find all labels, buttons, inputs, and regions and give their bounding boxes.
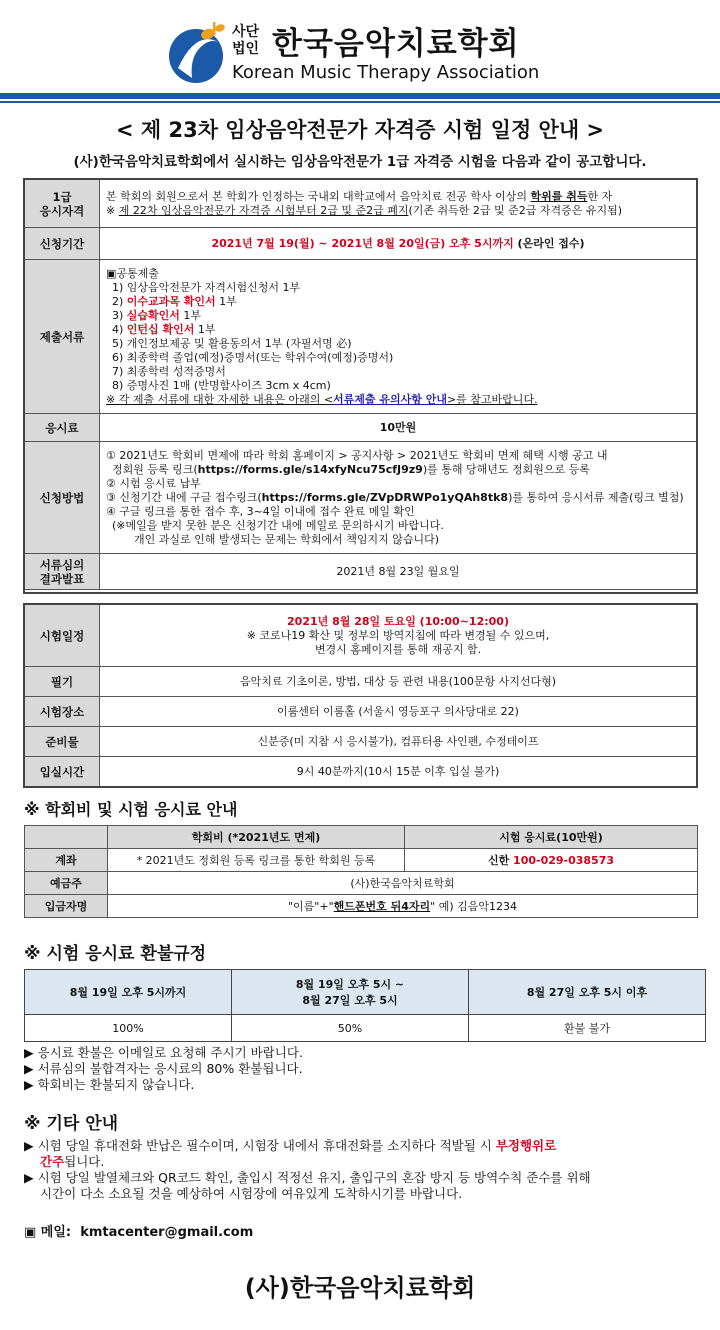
- etc-notes: ▶ 시험 당일 휴대전화 반납은 필수이며, 시험장 내에서 휴대전화를 소지하다 적발될 시 부정행위로 간주됩니다. ▶ 시험 당일 발열체크와 QR코드 확인, 출입시 적정선 유지, 출입구의 혼잡 방지 등 방역수칙 준수를 위해 시간이 다소 소요될 것을 예상하여 시험장에 여유있게 도착하시기를 바랍니다.: [24, 1138, 591, 1201]
- table-row: [25, 727, 697, 757]
- table-row: [25, 826, 698, 849]
- fee-value: 10만원: [100, 414, 697, 442]
- documents-value: ▣공통제출 1) 임상음악전문가 자격시험신청서 1부 2) 이수교과목 확인서 1부 3) 실습확인서 1부 4) 인턴십 확인서 1부 5) 개인정보제공 및 활용동의서 1부 (자필서명 必) 6) 최종학력 졸업(예정)증명서(또는 학위수여(예정)증명서) 7) 최종학력 성적증명서 8) 증명사진 1매 (반명함사이즈 3cm x 4cm) ※ 각 제출 서류에 대한 자세한 내용은 아래의 <서류제출 유의사항 안내>를 참고바랍니다.: [100, 260, 697, 414]
- refund-section-title: ※ 시험 응시료 환불규정: [24, 944, 207, 964]
- email-link[interactable]: kmtacenter@gmail.com: [80, 1225, 254, 1240]
- refund-period-2: 8월 19일 오후 5시 ~ 8월 27일 오후 5시: [232, 970, 469, 1015]
- documents-label: 제출서류: [25, 260, 100, 414]
- refund-rate-2: 50%: [232, 1015, 469, 1042]
- table-row: [25, 757, 697, 787]
- depositor-label: 입금자명: [25, 895, 108, 918]
- result-label: 서류심의 결과발표: [25, 554, 100, 590]
- fee-section-title: ※ 학회비 및 시험 응시료 안내: [24, 800, 238, 819]
- refund-period-1: 8월 19일 오후 5시까지: [25, 970, 232, 1015]
- refund-notes: ▶ 응시료 환불은 이메일로 요청해 주시기 바랍니다. ▶ 서류심의 불합격자는 응시료의 80% 환불됩니다. ▶ 학회비는 환불되지 않습니다.: [24, 1045, 303, 1092]
- exam-date-value: 2021년 8월 28일 토요일 (10:00~12:00) ※ 코로나19 확산 및 정부의 방역지침에 따라 변경될 수 있으며, 변경시 홈페이지를 통해 재공지 함.: [100, 605, 697, 667]
- place-value: 이룸센터 이룸홀 (서울시 영등포구 의사당대로 22): [100, 697, 697, 727]
- period-label: 신청기간: [25, 228, 100, 260]
- entry-value: 9시 40분까지(10시 15분 이후 입실 불가): [100, 757, 697, 787]
- prep-label: 준비물: [25, 727, 100, 757]
- entry-label: 입실시간: [25, 757, 100, 787]
- table-row: [25, 414, 697, 442]
- prep-value: 신분증(미 지참 시 응시불가), 컴퓨터용 사인펜, 수정테이프: [100, 727, 697, 757]
- depositor-value: "이름"+"핸드폰번호 뒤4자리" 예) 김음악1234: [108, 895, 698, 918]
- fee-label: 응시료: [25, 414, 100, 442]
- fee-col-membership: 학회비 (*2021년도 면제): [108, 826, 405, 849]
- period-value: 2021년 7월 19(월) ~ 2021년 8월 20일(금) 오후 5시까지 (온라인 접수): [100, 228, 697, 260]
- table-row: [25, 849, 698, 872]
- header-divider-thin: [0, 101, 720, 103]
- refund-table: [24, 969, 706, 1042]
- membership-link[interactable]: https://forms.gle/s14xfyNcu75cfJ9z9: [197, 462, 423, 476]
- footer-org-name: (사)한국음악치료학회: [244, 1274, 476, 1302]
- table-row: [25, 697, 697, 727]
- table-row: [25, 895, 698, 918]
- org-name-korean: 한국음악치료학회: [272, 26, 520, 62]
- holder-value: (사)한국음악치료학회: [108, 872, 698, 895]
- account-exam: 신한 100-029-038573: [405, 849, 698, 872]
- exam-info-table: [24, 604, 697, 787]
- exam-date-label: 시험일정: [25, 605, 100, 667]
- qualification-label: 1급 응시자격: [25, 180, 100, 228]
- method-value: ① 2021년도 학회비 면제에 따라 학회 홈페이지 > 공지사항 > 2021년도 학회비 면제 혜택 시행 공고 내 정회원 등록 링크(https://forms.gle/s14xfyNcu75cfJ9z9)를 통해 당해년도 정회원으로 등록 ② 시험 응시료 납부 ③ 신청기간 내에 구글 접수링크(https://forms.gle/ZVpDRWPo1yQAh8tk8)를 통하여 응시서류 제출(링크 별첨) ④ 구글 링크를 통한 접수 후, 3~4일 이내에 접수 완료 메일 확인 (※메일을 받지 못한 분은 신청기간 내에 메일로 문의하시기 바랍니다. 개인 과실로 인해 발생되는 문제는 학회에서 책임지지 않습니다): [100, 442, 697, 554]
- qualification-value: 본 학회의 회원으로서 본 학회가 인정하는 국내외 대학교에서 음악치료 전공 학사 이상의 학위를 취득한 자 ※ 제 22차 임상음악전문가 자격증 시험부터 2급 및 준2급 폐지(기존 취득한 2급 및 준2급 자격증은 유지됨): [100, 180, 697, 228]
- fee-col-exam: 시험 응시료(10만원): [405, 826, 698, 849]
- page-subtitle: (사)한국음악치료학회에서 실시하는 임상음악전문가 1급 자격증 시험을 다음과 같이 공고합니다.: [73, 154, 647, 170]
- table-row: [25, 667, 697, 697]
- account-membership: * 2021년도 정회원 등록 링크를 통한 학회원 등록: [108, 849, 405, 872]
- account-label: 계좌: [25, 849, 108, 872]
- holder-label: 예금주: [25, 872, 108, 895]
- table-row: [25, 260, 697, 414]
- org-prefix: 사단 법인: [232, 24, 260, 57]
- etc-section-title: ※ 기타 안내: [24, 1114, 119, 1134]
- application-link[interactable]: https://forms.gle/ZVpDRWPo1yQAh8tk8: [261, 490, 509, 504]
- table-row: [25, 970, 706, 1015]
- place-label: 시험장소: [25, 697, 100, 727]
- table-row: [25, 605, 697, 667]
- page-title: < 제 23차 임상음악전문가 자격증 시험 일정 안내 >: [115, 118, 605, 142]
- application-info-table: [24, 179, 697, 590]
- header-divider: [0, 93, 720, 99]
- table-row: [25, 180, 697, 228]
- table-row: [25, 872, 698, 895]
- header: [0, 0, 720, 98]
- refund-period-3: 8월 27일 오후 5시 이후: [469, 970, 706, 1015]
- refund-rate-3: 환불 불가: [469, 1015, 706, 1042]
- refund-rate-1: 100%: [25, 1015, 232, 1042]
- written-value: 음악치료 기초이론, 방법, 대상 등 관련 내용(100문항 사지선다형): [100, 667, 697, 697]
- fee-table: [24, 825, 698, 918]
- table-row: [25, 442, 697, 554]
- music-note-logo-icon: [168, 20, 230, 86]
- result-value: 2021년 8월 23일 월요일: [100, 554, 697, 590]
- table-row: [25, 1015, 706, 1042]
- org-name-english: Korean Music Therapy Association: [232, 62, 540, 83]
- table-row: [25, 554, 697, 590]
- method-label: 신청방법: [25, 442, 100, 554]
- table-row: [25, 228, 697, 260]
- written-label: 필기: [25, 667, 100, 697]
- contact-email: ▣ 메일: kmtacenter@gmail.com: [24, 1225, 254, 1240]
